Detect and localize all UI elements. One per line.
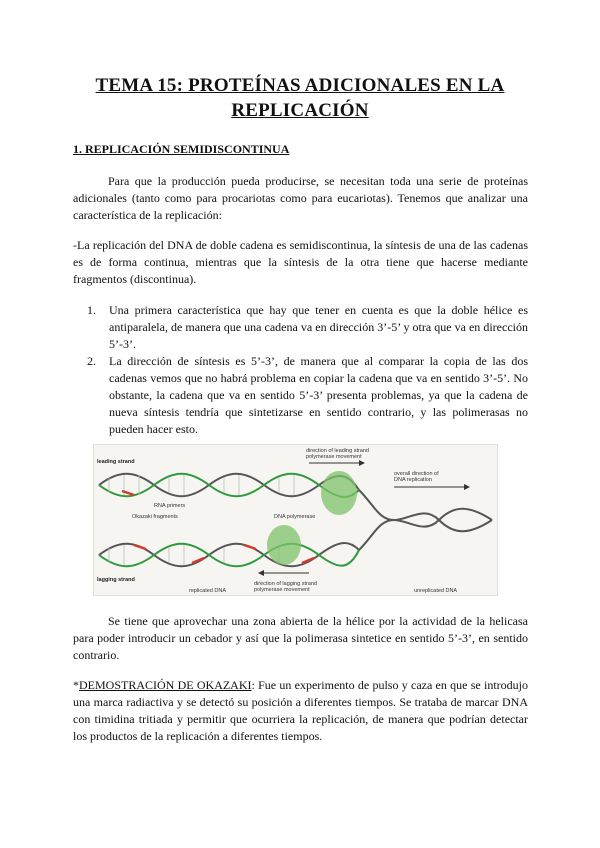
- overall-direction-arrowhead: [464, 484, 470, 490]
- list-item-text: La dirección de síntesis es 5’-3’, de manera que al comparar la copia de las dos cadenas vemos que no habrá problema en copiar la cadena que va en sentido 3’-5’. No obstante, la cadena que va en sentido 5’-3’ presenta problemas, ya que la cadena de nueva síntesis tendría que sintetizarse en sentido contrario, y las polimerasas no pueden hacer esto.: [109, 354, 528, 436]
- paragraph-okazaki: [73, 677, 528, 745]
- lagging-direction-arrowhead: [258, 570, 264, 576]
- paragraph-intro: Para que la producción pueda producirse, se necesitan toda una serie de proteínas adicionales (tanto como para procariotas como para eucariotas). Tenemos que analizar una característica de la replicación:: [73, 174, 528, 222]
- label-overall-2: DNA replication: [394, 477, 432, 483]
- okazaki-heading: DEMOSTRACIÓN DE OKAZAKI: [79, 678, 252, 692]
- lagging-polymerase: [267, 525, 301, 565]
- base-pairs-top: [109, 475, 294, 495]
- label-rna-primers: RNA primers: [154, 503, 186, 509]
- leading-new-strand: [99, 474, 359, 497]
- section-heading: 1. REPLICACIÓN SEMIDISCONTINUA: [73, 142, 290, 156]
- label-okazaki-fragments: Okazaki fragments: [132, 514, 178, 520]
- label-unreplicated-dna: unreplicated DNA: [414, 588, 458, 594]
- label-dir-leading-2: polymerase movement: [306, 454, 362, 460]
- list-item-number: 1.: [87, 303, 96, 317]
- label-dir-lagging-1: direction of lagging strand: [254, 581, 317, 587]
- page-title-line-1: TEMA 15: PROTEÍNAS ADICIONALES EN LA: [95, 75, 505, 96]
- label-overall-1: overall direction of: [394, 471, 439, 477]
- list-item: [87, 353, 528, 438]
- list-item-number: 2.: [87, 354, 96, 368]
- label-dir-lagging-2: polymerase movement: [254, 587, 310, 593]
- label-leading-strand: leading strand: [97, 459, 135, 465]
- label-dir-leading-1: direction of leading strand: [306, 448, 369, 454]
- label-lagging-strand: lagging strand: [97, 577, 135, 583]
- label-dna-polymerase: DNA polymerase: [274, 514, 316, 520]
- okazaki-prefix: *: [73, 678, 79, 692]
- list-item: [87, 302, 528, 353]
- replication-fork-diagram: [94, 445, 497, 595]
- leading-polymerase: [321, 471, 357, 515]
- paragraph-helicase: Se tiene que aprovechar una zona abierta de la hélice por la actividad de la helicasa para poder introducir un cebador y así que la polimerasa sintetice en sentido 5’-3’, en sentido contrario.: [73, 614, 528, 662]
- page-title: [60, 73, 540, 123]
- replication-fork-figure: [93, 444, 498, 596]
- list-item-text: Una primera característica que hay que tener en cuenta es que la doble hélice es antiparalela, de manera que una cadena va en dirección 3’-5’ y otra que va en dirección 5’-3’.: [109, 303, 528, 351]
- page-title-line-2: REPLICACIÓN: [231, 100, 369, 121]
- paragraph-semidiscontinuous: -La replicación del DNA de doble cadena es semidiscontinua, la síntesis de una de las cadenas es de forma continua, mientras que la síntesis de la otra tiene que hacerse mediante fragmentos (discontinua).: [73, 238, 528, 286]
- okazaki-text: : Fue un experimento de pulso y caza en que se introdujo una marca radiactiva y se detectó su posición a diferentes tiempos. Se trataba de marcar DNA con timidina tritiada y permitir que ocurriera la replicación, de manera que podrían detectar los productos de la replicación a diferentes tiempos.: [73, 678, 528, 743]
- label-replicated-dna: replicated DNA: [189, 588, 226, 594]
- numbered-list: [87, 302, 528, 438]
- leading-direction-arrowhead: [359, 460, 365, 466]
